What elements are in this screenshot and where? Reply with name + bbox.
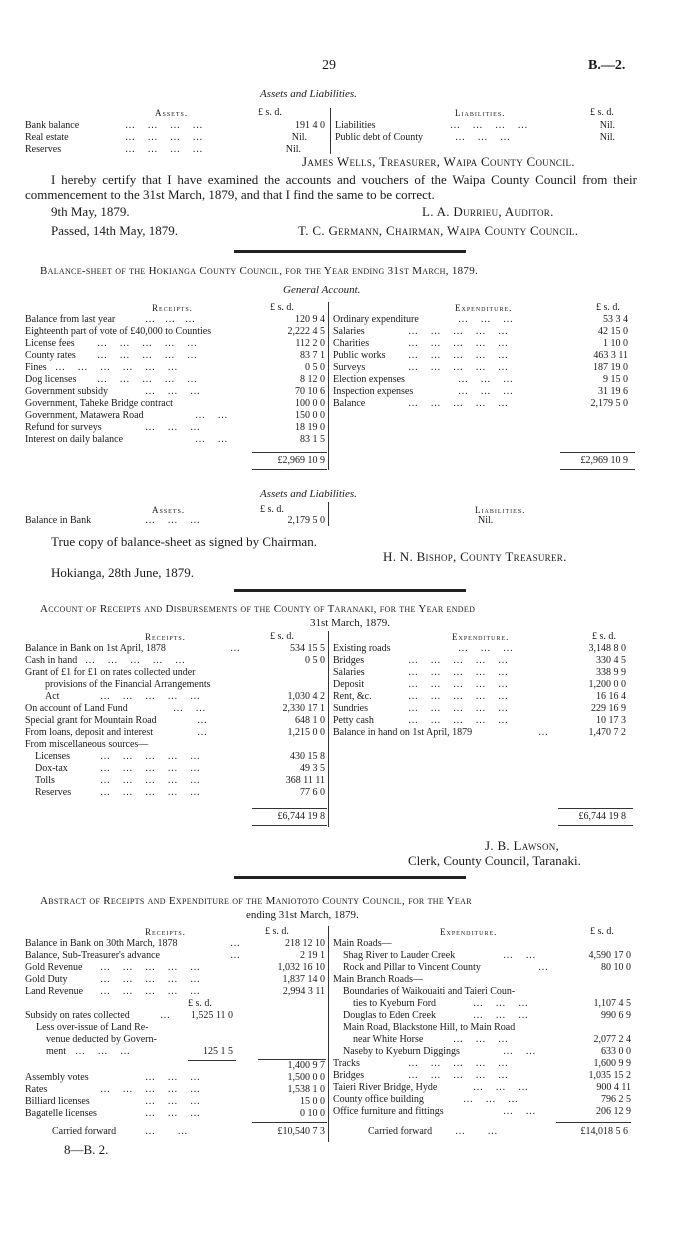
- true-copy-note: True copy of balance-sheet as signed by Chairman.: [51, 534, 317, 549]
- subsidy-label: Subsidy on rates collected: [25, 1010, 130, 1021]
- list-item: Balance in Bank on 1st April, 1878 … 534 15 5: [25, 643, 325, 654]
- total-rule: [556, 1122, 631, 1123]
- total-rule: [560, 452, 635, 453]
- list-item: Inspection expenses … … … 31 19 6: [333, 386, 628, 397]
- total-rule: [252, 452, 327, 453]
- list-item: Land Revenue … … … … … 2,994 3 11: [25, 986, 325, 997]
- list-item: Office furniture and fittings … … 206 12 9: [333, 1106, 631, 1117]
- expenditure-list: [333, 314, 633, 412]
- list-item: Balance in hand on 1st April, 1879 … 1,470 7 2: [333, 727, 626, 738]
- chairman-signature: T. C. Germann, Chairman, Waipa County Council.: [298, 223, 579, 238]
- list-item: Election expenses … … … 9 15 0: [333, 374, 628, 385]
- assets-heading: Assets.: [152, 505, 186, 515]
- carried-forward-label: Carried forward: [368, 1126, 433, 1137]
- list-item: Dog licenses … … … … … 8 12 0: [25, 374, 325, 385]
- assets-list: [25, 120, 325, 156]
- treasurer-signature: James Wells, Treasurer, Waipa County Council.: [302, 154, 575, 169]
- list-item: Bagatelle licenses … … … 0 10 0: [25, 1108, 325, 1119]
- section-title: Balance-sheet of the Hokianga County Council, for the Year ending 31st March, 1879.: [40, 265, 479, 277]
- clerk-title: Clerk, County Council, Taranaki.: [408, 853, 581, 868]
- column-divider: [328, 926, 329, 1142]
- list-item: Government, Matawera Road … … 150 0 0: [25, 410, 325, 421]
- list-item: Douglas to Eden Creek … … … 990 6 9: [343, 1010, 631, 1021]
- inner-lsd-heading: £ s. d.: [188, 998, 212, 1009]
- list-item: Eighteenth part of vote of £40,000 to Counties 2,222 4 5: [25, 326, 325, 337]
- receipts-list: [25, 938, 325, 998]
- list-item: Gold Revenue … … … … … 1,032 16 10: [25, 962, 325, 973]
- expenditure-heading: Expenditure.: [455, 303, 513, 313]
- list-item: Government subsidy … … … 70 10 6: [25, 386, 325, 397]
- list-item: Charities … … … … … 1 10 0: [333, 338, 628, 349]
- lsd-heading: £ s. d.: [265, 926, 289, 937]
- passed-date: Passed, 14th May, 1879.: [51, 223, 178, 238]
- list-item: Existing roads … … … 3,148 8 0: [333, 643, 626, 654]
- section-title-cont: 31st March, 1879.: [310, 617, 391, 629]
- subtotal-rule: [258, 1059, 326, 1060]
- less-line-2: venue deducted by Govern-: [46, 1034, 157, 1045]
- total-receipts: £6,744 19 8: [277, 811, 325, 822]
- list-item: Dox-tax … … … … … 49 3 5: [35, 763, 325, 774]
- list-item: Rates … … … … … 1,538 1 0: [25, 1084, 325, 1095]
- section-subtitle: General Account.: [283, 284, 361, 296]
- list-item: Bridges … … … … … 1,035 15 2: [333, 1070, 631, 1081]
- leader-dots: …: [160, 1010, 170, 1021]
- list-item: Ordinary expenditure … … … 53 3 4: [333, 314, 628, 325]
- list-item: Grant of £1 for £1 on rates collected under: [25, 667, 196, 678]
- list-item: ties to Kyeburn Ford … … … 1,107 4 5: [353, 998, 631, 1009]
- list-item: Petty cash … … … … … 10 17 3: [333, 715, 626, 726]
- list-item: Assembly votes … … … 1,500 0 0: [25, 1072, 325, 1083]
- total-rule: [558, 825, 633, 826]
- list-item: Cash in hand … … … … … 0 5 0: [25, 655, 325, 666]
- lsd-heading: £ s. d.: [270, 631, 294, 642]
- list-item: Rock and Pillar to Vincent County … 80 10 0: [343, 962, 631, 973]
- lsd-heading: £ s. d.: [590, 107, 614, 118]
- place-date: Hokianga, 28th June, 1879.: [51, 565, 194, 580]
- list-item: Reserves … … … … … 77 6 0: [35, 787, 325, 798]
- expenditure-list: [333, 643, 633, 741]
- auditor-signature: L. A. Durrieu, Auditor.: [422, 204, 554, 219]
- receipts-heading: Receipts.: [145, 632, 186, 642]
- total-rule: [252, 825, 327, 826]
- expenditure-list: [333, 938, 633, 1118]
- list-item: Public works … … … … … 463 3 11: [333, 350, 628, 361]
- lsd-heading: £ s. d.: [260, 504, 284, 515]
- subsidy-inner-amount: 1,525 11 0: [190, 1010, 233, 1021]
- list-item: Balance in Bank … … … 2,179 5 0: [25, 515, 325, 526]
- liabilities-list: [335, 120, 635, 144]
- lsd-heading: £ s. d.: [590, 926, 614, 937]
- list-item: Bank balance … … … … 191 4 0: [25, 120, 325, 131]
- list-item: Bridges … … … … … 330 4 5: [333, 655, 626, 666]
- subsidy-net-amount: 1,400 9 7: [287, 1060, 325, 1071]
- receipts-heading: Receipts.: [152, 303, 193, 313]
- list-item: Boundaries of Waikouaiti and Taieri Coun-: [343, 986, 516, 997]
- list-item: Tracks … … … … … 1,600 9 9: [333, 1058, 631, 1069]
- list-item: Taieri River Bridge, Hyde … … … 900 4 11: [333, 1082, 631, 1093]
- section-title: Abstract of Receipts and Expenditure of the Maniototo County Council, for the Year: [40, 895, 472, 907]
- column-divider: [330, 108, 331, 154]
- treasurer-signature: H. N. Bishop, County Treasurer.: [383, 549, 567, 564]
- clerk-signature: J. B. Lawson,: [485, 838, 560, 853]
- list-item: Tolls … … … … … 368 11 11: [35, 775, 325, 786]
- list-item: provisions of the Financial Arrangements: [45, 679, 211, 690]
- list-item: County office building … … … 796 2 5: [333, 1094, 631, 1105]
- section-title-cont: ending 31st March, 1879.: [246, 909, 359, 921]
- less-line-3: ment: [46, 1046, 66, 1057]
- list-item: Real estate … … … … Nil.: [25, 132, 307, 143]
- assets-heading: Assets.: [155, 108, 189, 118]
- column-divider: [328, 502, 329, 526]
- list-item: Balance from last year … … … 120 9 4: [25, 314, 325, 325]
- page-reference: B.—2.: [588, 58, 626, 73]
- total-rule: [560, 469, 635, 470]
- total-rule: [252, 469, 327, 470]
- receipts-list-continued: [25, 1072, 325, 1120]
- expenditure-heading: Expenditure.: [440, 927, 498, 937]
- list-item: Government, Taheke Bridge contract 100 0 0: [25, 398, 325, 409]
- list-item: Main Road, Blackstone Hill, to Main Road: [343, 1022, 516, 1033]
- total-expenditure: £2,969 10 9: [580, 455, 628, 466]
- list-item: Main Branch Roads—: [333, 974, 423, 985]
- column-divider: [328, 631, 329, 827]
- list-item: Salaries … … … … … 338 9 9: [333, 667, 626, 678]
- page-number: 29: [322, 58, 336, 73]
- total-expenditure: £6,744 19 8: [578, 811, 626, 822]
- liabilities-value: Nil.: [478, 515, 494, 526]
- list-item: Salaries … … … … … 42 15 0: [333, 326, 628, 337]
- list-item: Rent, &c. … … … … … 16 16 4: [333, 691, 626, 702]
- carried-forward-receipts: £10,540 7 3: [277, 1126, 325, 1137]
- list-item: Public debt of County … … … Nil.: [335, 132, 615, 143]
- printer-signature: 8—B. 2.: [64, 1142, 109, 1157]
- list-item: Gold Duty … … … … … 1,837 14 0: [25, 974, 325, 985]
- list-item: Interest on daily balance … … 83 1 5: [25, 434, 325, 445]
- list-item: Surveys … … … … … 187 19 0: [333, 362, 628, 373]
- section-divider: [234, 250, 466, 253]
- list-item: County rates … … … … … 83 7 1: [25, 350, 325, 361]
- list-item: Licenses … … … … … 430 15 8: [35, 751, 325, 762]
- liabilities-heading: Liabilities.: [455, 108, 506, 118]
- assets-liabilities-title: Assets and Liabilities.: [260, 488, 357, 500]
- less-line-1: Less over-issue of Land Re-: [36, 1022, 149, 1033]
- list-item: Balance … … … … … 2,179 5 0: [333, 398, 628, 409]
- receipts-heading: Receipts.: [145, 927, 186, 937]
- lsd-heading: £ s. d.: [270, 302, 294, 313]
- list-item: Billiard licenses … … … 15 0 0: [25, 1096, 325, 1107]
- list-item: Special grant for Mountain Road … 648 1 0: [25, 715, 325, 726]
- less-inner-amount: 125 1 5: [203, 1046, 233, 1057]
- list-item: Reserves … … … … Nil.: [25, 144, 301, 155]
- list-item: Liabilities … … … … Nil.: [335, 120, 615, 131]
- certificate-date: 9th May, 1879.: [51, 204, 130, 219]
- receipts-list: [25, 314, 325, 448]
- list-item: Balance in Bank on 30th March, 1878 … 218 12 10: [25, 938, 325, 949]
- list-item: Refund for surveys … … … 18 19 0: [25, 422, 325, 433]
- list-item: Balance, Sub-Treasurer's advance … 2 19 1: [25, 950, 325, 961]
- lsd-heading: £ s. d.: [258, 107, 282, 118]
- total-rule: [558, 808, 633, 809]
- lsd-heading: £ s. d.: [596, 302, 620, 313]
- list-item: Sundries … … … … … 229 16 9: [333, 703, 626, 714]
- list-item: From loans, deposit and interest … 1,215 0 0: [25, 727, 325, 738]
- list-item: Main Roads—: [333, 938, 392, 949]
- leader-dots: … …: [455, 1126, 498, 1137]
- list-item: near White Horse … … … 2,077 2 4: [353, 1034, 631, 1045]
- auditor-certificate: I hereby certify that I have examined the accounts and vouchers of the Waipa County Council from their commencement to the 31st March, 1879, and that I find the same to be correct.: [25, 172, 637, 202]
- assets-list: [25, 515, 325, 527]
- receipts-list: [25, 643, 325, 801]
- section-divider: [234, 589, 466, 592]
- carried-forward-label: Carried forward: [52, 1126, 117, 1137]
- list-item: License fees … … … … … 112 2 0: [25, 338, 325, 349]
- total-rule: [252, 808, 327, 809]
- column-divider: [328, 302, 329, 470]
- liabilities-heading: Liabilities.: [475, 505, 526, 515]
- list-item: Shag River to Lauder Creek … … 4,590 17 0: [343, 950, 631, 961]
- section-title: Account of Receipts and Disbursements of the County of Taranaki, for the Year ended: [40, 603, 476, 615]
- list-item: Naseby to Kyeburn Diggings … … 633 0 0: [343, 1046, 631, 1057]
- lsd-heading: £ s. d.: [592, 631, 616, 642]
- section-title: Assets and Liabilities.: [260, 88, 357, 100]
- list-item: Deposit … … … … … 1,200 0 0: [333, 679, 626, 690]
- leader-dots: … … …: [75, 1046, 130, 1057]
- section-divider: [234, 876, 466, 879]
- list-item: From miscellaneous sources—: [25, 739, 149, 750]
- list-item: Act … … … … … 1,030 4 2: [45, 691, 325, 702]
- expenditure-heading: Expenditure.: [452, 632, 510, 642]
- carried-forward-expenditure: £14,018 5 6: [580, 1126, 628, 1137]
- total-rule: [252, 1122, 327, 1123]
- total-receipts: £2,969 10 9: [277, 455, 325, 466]
- list-item: On account of Land Fund … … 2,330 17 1: [25, 703, 325, 714]
- leader-dots: … …: [145, 1126, 188, 1137]
- list-item: Fines … … … … … … 0 5 0: [25, 362, 325, 373]
